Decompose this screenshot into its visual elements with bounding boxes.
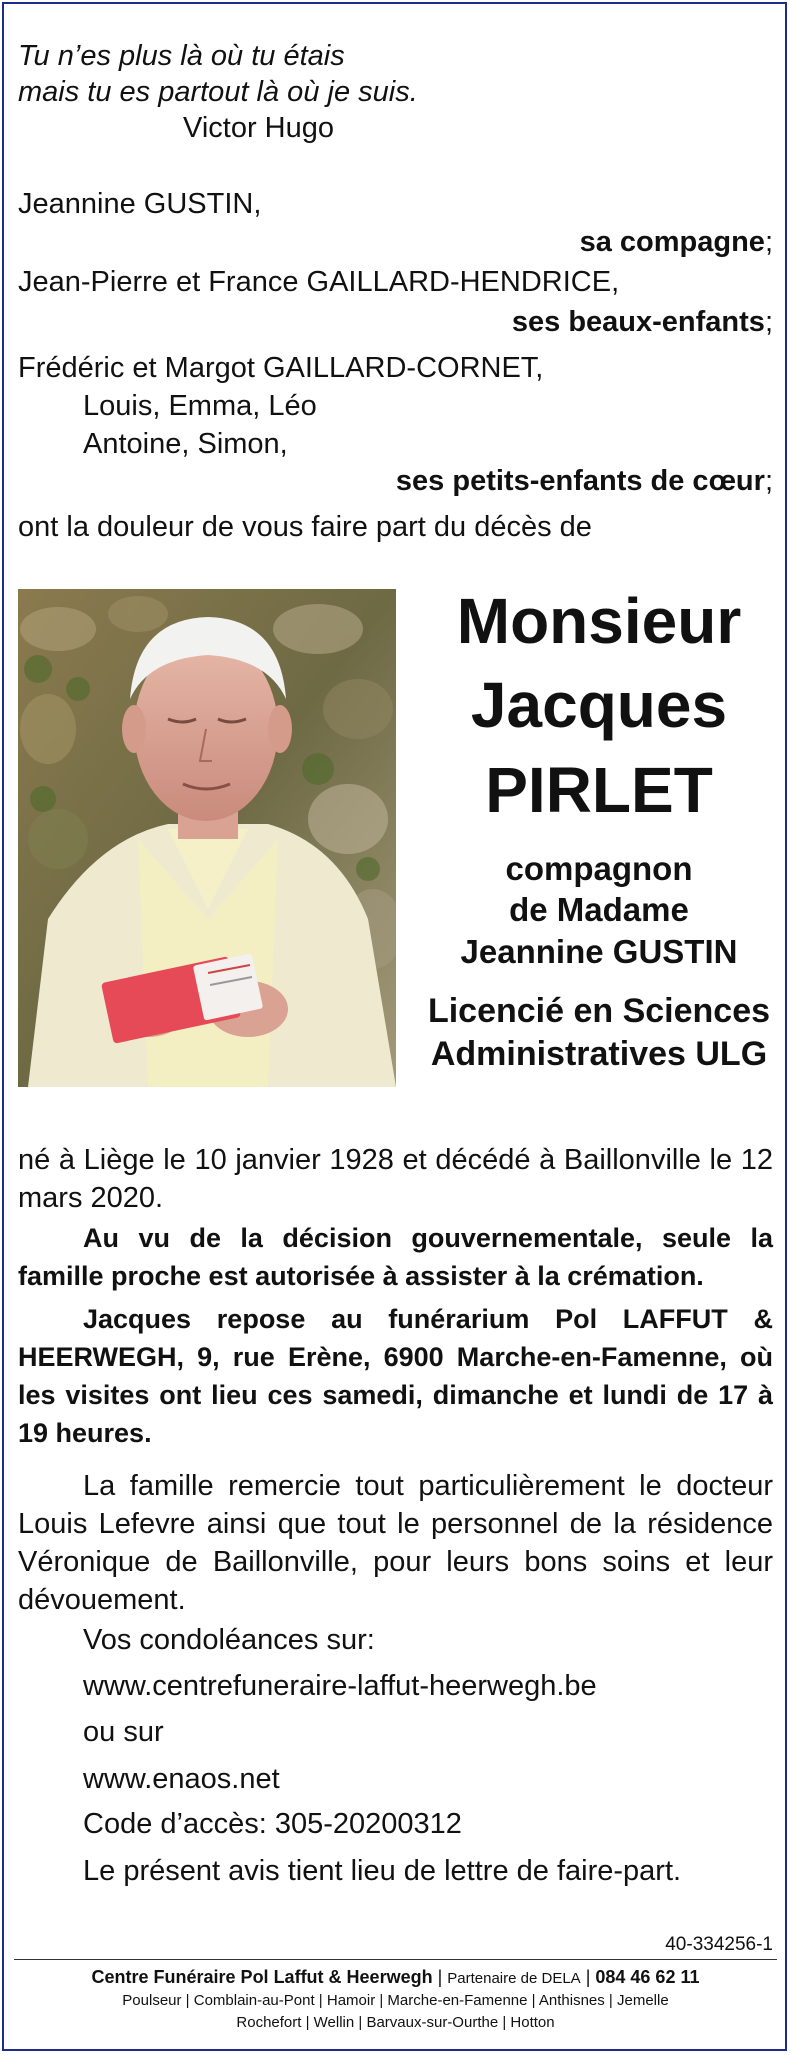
- access-code: Code d’accès: 305-20200312: [83, 1808, 462, 1840]
- condolences-link-2[interactable]: www.enaos.net: [83, 1763, 280, 1795]
- companion-role: sa compagne;: [579, 226, 773, 258]
- quote-line-1: Tu n’es plus là où tu étais: [18, 40, 345, 72]
- quote-line-2: mais tu es partout là où je suis.: [18, 76, 418, 108]
- notice-paragraph: Le présent avis tient lieu de lettre de faire-part.: [83, 1855, 682, 1887]
- footer-company-line: Centre Funéraire Pol Laffut & Heerwegh | Partenaire de DELA | 084 46 62 11: [91, 1967, 700, 1987]
- funeral-home-paragraph: Jacques repose au funérarium Pol LAFFUT & HEERWEGH, 9, rue Erène, 6900 Marche-en-Famenne, où les visites ont lieu ces samedi, dimanche et lundi de 17 à 19 heures.: [18, 1304, 773, 1448]
- footer-locations-1: Poulseur | Comblain-au-Pont | Hamoir | Marche-en-Famenne | Anthisnes | Jemelle: [122, 1992, 669, 2009]
- grandchildren-line-2: Louis, Emma, Léo: [83, 390, 317, 422]
- stepchildren-role: ses beaux-enfants;: [511, 306, 773, 338]
- condolences-label: Vos condoléances sur:: [83, 1624, 375, 1656]
- stepchildren-names: Jean-Pierre et France GAILLARD-HENDRICE,: [18, 266, 620, 298]
- degree-line-1: Licencié en Sciences: [427, 992, 771, 1030]
- thanks-paragraph: La famille remercie tout particulièrement le docteur Louis Lefevre ainsi que tout le personnel de la résidence Véronique de Baillonville, pour leurs bons soins et leur dévouement.: [18, 1470, 773, 1616]
- degree-line-2: Administratives ULG: [430, 1035, 768, 1073]
- deceased-title: Monsieur: [456, 585, 742, 657]
- relation-line-2: de Madame: [509, 891, 689, 928]
- ceremony-paragraph: Au vu de la décision gouvernementale, seule la famille proche est autorisée à assister à la crémation.: [18, 1223, 773, 1291]
- footer-locations-2: Rochefort | Wellin | Barvaux-sur-Ourthe | Hotton: [236, 2014, 555, 2031]
- relation-line-1: compagnon: [505, 850, 693, 887]
- condolences-link-1[interactable]: www.centrefuneraire-laffut-heerwegh.be: [83, 1670, 597, 1702]
- quote-author: Victor Hugo: [183, 112, 334, 144]
- deceased-portrait-photo: [18, 589, 396, 1087]
- announcement-line: ont la douleur de vous faire part du décès de: [18, 511, 592, 543]
- relation-line-3: Jeannine GUSTIN: [460, 933, 738, 970]
- reference-number: 40-334256-1: [665, 1934, 773, 1955]
- companion-name: Jeannine GUSTIN,: [18, 188, 262, 220]
- grandchildren-line-1: Frédéric et Margot GAILLARD-CORNET,: [18, 352, 544, 384]
- or-label: ou sur: [83, 1716, 164, 1748]
- birth-death-paragraph: né à Liège le 10 janvier 1928 et décédé à Baillonville le 12 mars 2020.: [18, 1144, 773, 1214]
- grandchildren-role: ses petits-enfants de cœur;: [395, 465, 773, 497]
- footer-divider: [14, 1959, 777, 1960]
- grandchildren-line-3: Antoine, Simon,: [83, 428, 288, 460]
- deceased-last-name: PIRLET: [485, 754, 713, 826]
- deceased-first-name: Jacques: [470, 669, 728, 741]
